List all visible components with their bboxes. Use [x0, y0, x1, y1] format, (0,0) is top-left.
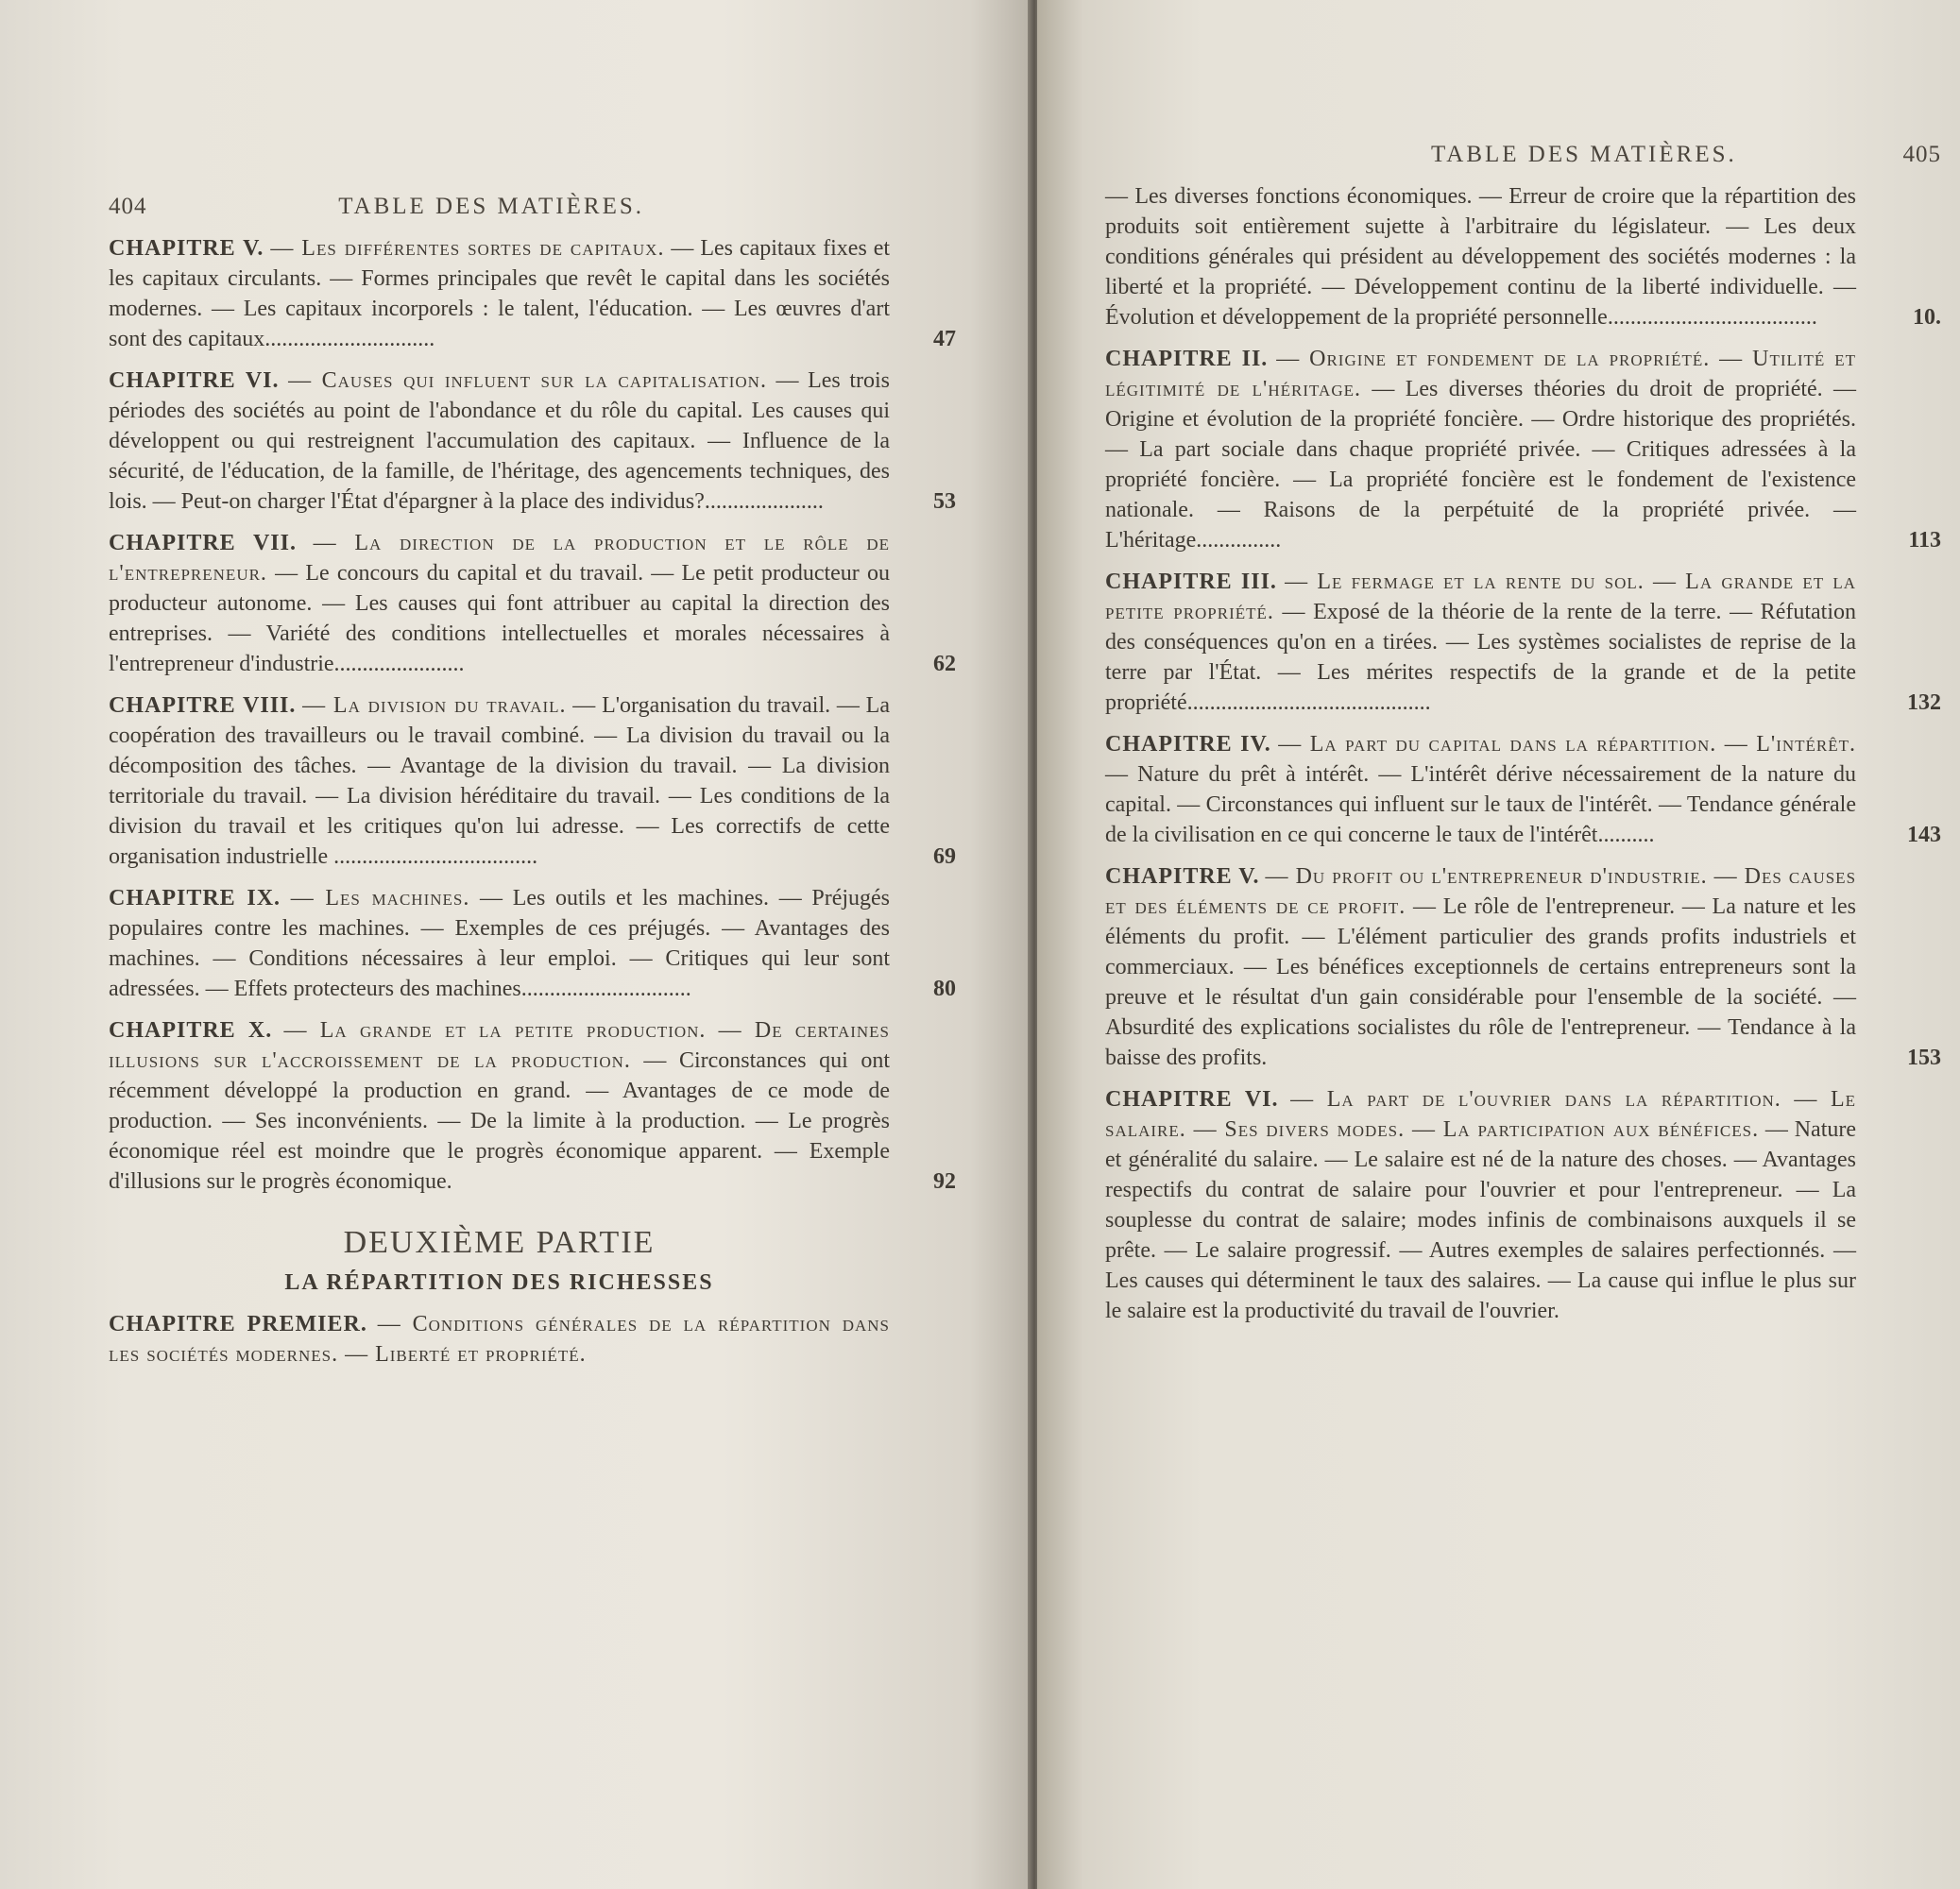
- toc-entry: [1105, 567, 1941, 718]
- chapter-number: CHAPITRE II.: [1105, 347, 1269, 371]
- chapter-title: — La direction de la production et le rôle de l'entrepreneur.: [109, 531, 890, 586]
- chapter-summary: — L'organisation du travail. — La coopération des travailleurs ou le travail combiné. — La division du travail ou la décomposition des tâches. — Avantage de la division du travail. — La division territoriale du travail. — La division héréditaire du travail. — Les conditions de la division du travail et les critiques qu'on lui adresse. — Les correctifs de cette organisation industrielle ....................................: [109, 693, 890, 869]
- chapter-title: — Le fermage et la rente du sol. — La grande et la petite propriété.: [1105, 570, 1857, 624]
- toc-entry: [109, 366, 956, 517]
- toc-entry: [109, 1015, 956, 1197]
- page-number: 69: [933, 844, 956, 869]
- chapter-summary: — Nature du prêt à intérêt. — L'intérêt dérive nécessairement de la nature du capital. — Circonstances qui influent sur le taux de l'intérêt. — Tendance générale de la civilisation en ce qui concerne le taux de l'intérêt..........: [1105, 762, 1856, 847]
- page-number: 132: [1907, 690, 1941, 715]
- toc-entry: [1105, 344, 1941, 555]
- toc-entry: [109, 528, 956, 679]
- chapter-summary: — Le concours du capital et du travail. — Le petit producteur ou producteur autonome. — Les causes qui font attribuer au capital la direction des entreprises. — Variété des conditions intellectuelles et morales nécessaires à l'entrepreneur d'industrie.......................: [109, 561, 890, 676]
- chapter-number: CHAPITRE X.: [109, 1018, 273, 1043]
- chapter-summary: — Les trois périodes des sociétés au point de l'abondance et du rôle du capital. Les causes qui développent ou qui restreignent l'accumulation des capitaux. — Influence de la sécurité, de l'éducation, de la famille, de l'héritage, des agencements techniques, des lois. — Peut-on charger l'État d'épargner à la place des individus?.....................: [109, 368, 890, 514]
- page-number: 92: [933, 1169, 956, 1194]
- chapter-number: CHAPITRE VII.: [109, 531, 297, 555]
- chapter-title: — La division du travail.: [302, 693, 567, 718]
- left-running-head: [109, 194, 956, 220]
- chapter-summary: — Le rôle de l'entrepreneur. — La nature et les éléments du profit. — L'élément particulier des grands profits industriels et commerciaux. — Les bénéfices exceptionnels de certains entrepreneurs sont la preuve et le résultat d'un gain considérable pour l'ensemble de la société. — Absurdité des explications socialistes du rôle de l'entrepreneur. — Tendance à la baisse des profits.: [1105, 894, 1856, 1070]
- chapter-summary: — Les capitaux fixes et les capitaux circulants. — Formes principales que revêt le capital dans les sociétés modernes. — Les capitaux incorporels : le talent, l'éducation. — Les œuvres d'art sont des capitaux..............................: [109, 236, 891, 351]
- chapter-number: CHAPITRE VIII.: [109, 693, 297, 718]
- toc-entry: [1105, 181, 1941, 332]
- page-number: 47: [933, 327, 956, 351]
- chapter-title: — Causes qui influent sur la capitalisation.: [288, 368, 767, 393]
- chapter-summary: — Les diverses théories du droit de propriété. — Origine et évolution de la propriété foncière. — Ordre historique des propriétés. — La part sociale dans chaque propriété privée. — Critiques adressées à la propriété foncière. — La propriété foncière est le fondement de l'existence nationale. — Raisons de la perpétuité de la propriété privée. — L'héritage...............: [1105, 377, 1857, 553]
- chapter-title: — Du profit ou l'entrepreneur d'industrie. — Des causes et des éléments de ce profit.: [1105, 864, 1857, 919]
- chapter-title: — Les différentes sortes de capitaux.: [270, 236, 665, 261]
- page-number: 113: [1908, 528, 1941, 553]
- chapter-number: CHAPITRE PREMIER.: [109, 1312, 367, 1336]
- page-number: 143: [1907, 823, 1941, 847]
- chapter-title: — Les machines.: [290, 886, 470, 910]
- chapter-number: CHAPITRE V.: [109, 236, 264, 261]
- chapter-number: CHAPITRE V.: [1105, 864, 1260, 889]
- chapter-number: CHAPITRE VI.: [1105, 1087, 1279, 1112]
- page-number: 53: [933, 489, 956, 514]
- chapter-title: — La grande et la petite production. — De certaines illusions sur l'accroissement de la production.: [109, 1018, 890, 1073]
- chapter-summary: — Nature et généralité du salaire. — Le salaire est né de la nature des choses. — Avantages respectifs du contrat de salaire pour l'ouvrier et pour l'entrepreneur. — La souplesse du contrat de salaire; modes infinis de combinaisons auxquels il se prête. — Le salaire progressif. — Autres exemples de salaires perfectionnés. — Les causes qui déterminent le taux des salaires. — La cause qui influe le plus sur le salaire est la productivité du travail de l'ouvrier.: [1105, 1117, 1857, 1323]
- chapter-summary: — Les outils et les machines. — Préjugés populaires contre les machines. — Exemples de ces préjugés. — Avantages des machines. — Conditions nécessaires à leur emploi. — Critiques qui leur sont adressées. — Effets protecteurs des machines..............................: [109, 886, 891, 1001]
- page-number: 80: [933, 977, 956, 1001]
- right-running-head: [1105, 142, 1941, 168]
- page-number: 62: [933, 652, 956, 676]
- toc-entry: [109, 1309, 956, 1370]
- chapter-summary: — Les diverses fonctions économiques. — Erreur de croire que la répartition des produits soit entièrement sujette à l'arbitraire du législateur. — Les deux conditions générales qui président au développement des sociétés modernes : la liberté et la propriété. — Développement continu de la liberté individuelle. — Évolution et développement de la propriété personnelle.....................................: [1105, 184, 1856, 330]
- toc-entry: [1105, 1084, 1941, 1326]
- chapter-title: — Origine et fondement de la propriété. — Utilité et légitimité de l'héritage.: [1105, 347, 1856, 401]
- left-running-title: TABLE DES MATIÈRES.: [338, 194, 644, 219]
- page-number: 10.: [1913, 305, 1941, 330]
- chapter-title: — La part de l'ouvrier dans la répartition. — Le salaire. — Ses divers modes. — La participation aux bénéfices.: [1105, 1087, 1856, 1142]
- toc-entry: [1105, 861, 1941, 1073]
- left-folio: 404: [109, 194, 147, 219]
- right-running-title: TABLE DES MATIÈRES.: [1431, 142, 1737, 167]
- chapter-number: CHAPITRE VI.: [109, 368, 280, 393]
- toc-entry: [109, 690, 956, 872]
- chapter-number: CHAPITRE III.: [1105, 570, 1277, 594]
- part-subtitle: LA RÉPARTITION DES RICHESSES: [284, 1270, 714, 1295]
- chapter-title: — La part du capital dans la répartition. — L'intérêt.: [1278, 732, 1857, 757]
- page-number: 153: [1907, 1046, 1941, 1070]
- toc-entry: [1105, 729, 1941, 850]
- chapter-summary: — Exposé de la théorie de la rente de la terre. — Réfutation des conséquences qu'on en a tirées. — Les systèmes socialistes de reprise de la terre par l'État. — Les mérites respectifs de la grande et de la petite propriété...........................................: [1105, 600, 1856, 715]
- toc-entry: [109, 883, 956, 1004]
- right-page: [1037, 0, 1960, 1889]
- chapter-number: CHAPITRE IX.: [109, 886, 281, 910]
- part-title: DEUXIÈME PARTIE: [343, 1225, 656, 1260]
- right-folio: 405: [1902, 142, 1941, 167]
- chapter-summary: — Circonstances qui ont récemment développé la production en grand. — Avantages de ce mode de production. — Ses inconvénients. — De la limite à la production. — Le progrès économique réel est moindre que le progrès économique apparent. — Exemple d'illusions sur le progrès économique.: [109, 1048, 890, 1194]
- chapter-number: CHAPITRE IV.: [1105, 732, 1271, 757]
- chapter-title: — Conditions générales de la répartition dans les sociétés modernes. — Liberté et propriété.: [109, 1312, 891, 1367]
- toc-entry: [109, 233, 956, 354]
